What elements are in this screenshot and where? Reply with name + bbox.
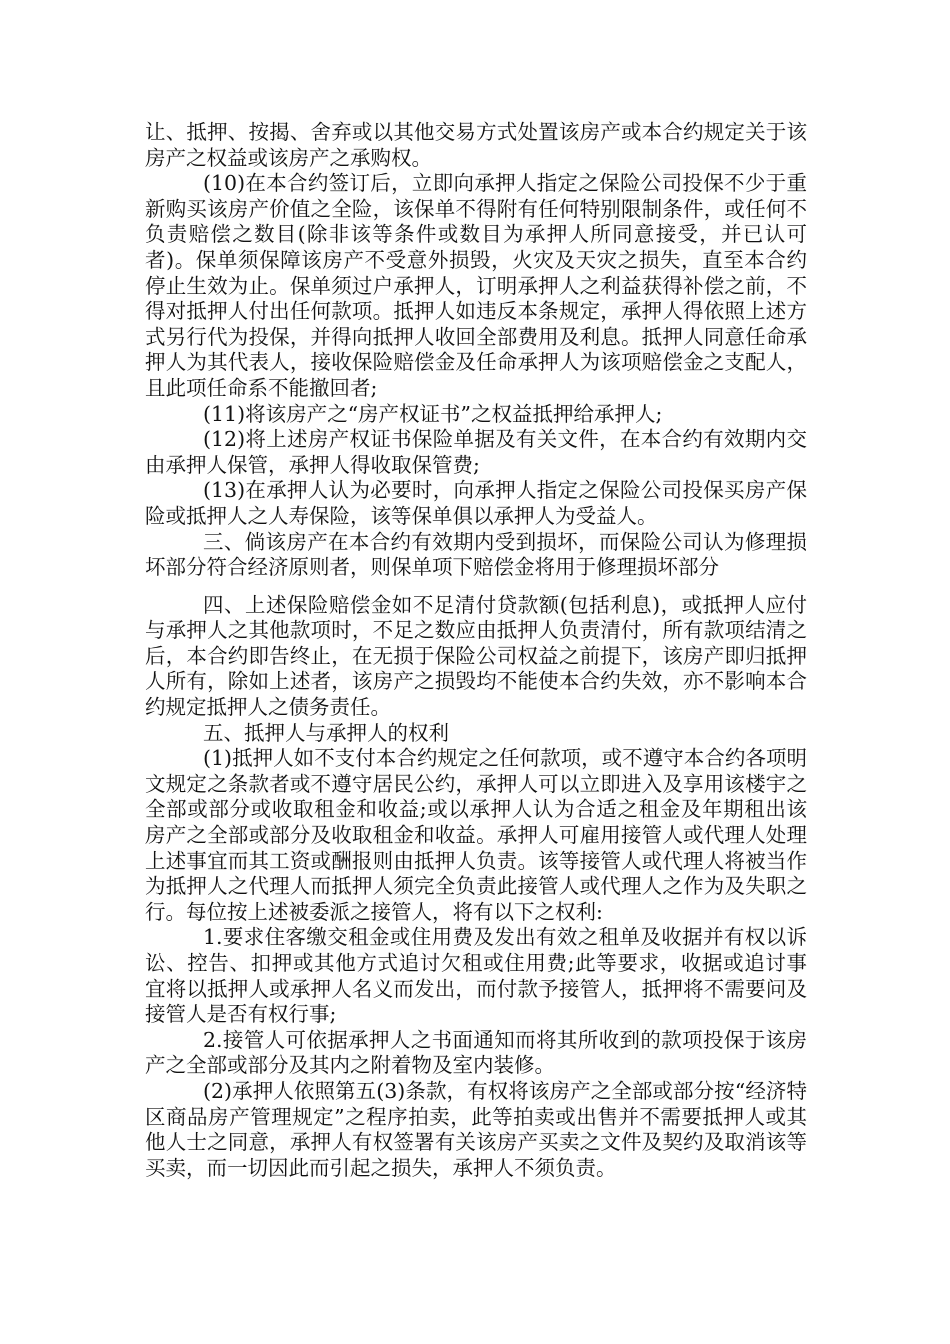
paragraph-section-4: 四、上述保险赔偿金如不足清付贷款额(包括利息)，或抵押人应付与承押人之其他款项时，不足之数应由抵押人负责清付，所有款项结清之后，本合约即告终止，在无损于保险公司权益之前提下，该房产即归抵押人所有，除如上述者，该房产之损毁均不能使本合约失效，亦不影响本合约规定抵押人之债务责任。 bbox=[145, 592, 807, 720]
paragraph-clause-13: (13)在承押人认为必要时，向承押人指定之保险公司投保买房产保险或抵押人之人寿保险，该等保单俱以承押人为受益人。 bbox=[145, 478, 807, 528]
section-5-heading: 五、抵押人与承押人的权利 bbox=[203, 720, 449, 745]
paragraph-clause-11: (11)将该房产之“房产权证书”之权益抵押给承押人; bbox=[203, 401, 663, 426]
paragraph-section-5-item-2: (2)承押人依照第五(3)条款，有权将该房产之全部或部分按“经济特区商品房产管理规定”之程序拍卖，此等拍卖或出售并不需要抵押人或其他人士之同意，承押人有权签署有关该房产买卖之文件及契约及取消该等买卖，而一切因此而引起之损失，承押人不须负责。 bbox=[145, 1078, 807, 1180]
paragraph-clause-12: (12)将上述房产权证书保险单据及有关文件，在本合约有效期内交由承押人保管，承押人得收取保管费; bbox=[145, 427, 807, 477]
paragraph-section-5-item-1: (1)抵押人如不支付本合约规定之任何款项，或不遵守本合约各项明文规定之条款者或不遵守居民公约，承押人可以立即进入及享用该楼宇之全部或部分或收取租金和收益;或以承押人认为合适之租金及年期租出该房产之全部或部分及收取租金和收益。承押人可雇用接管人或代理人处理上述事宜而其工资或酬报则由抵押人负责。该等接管人或代理人将被当作为抵押人之代理人而抵押人须完全负责此接管人或代理人之作为及失职之行。每位按上述被委派之接管人，将有以下之权利: bbox=[145, 746, 807, 924]
paragraph-section-3: 三、倘该房产在本合约有效期内受到损坏，而保险公司认为修理损坏部分符合经济原则者，则保单项下赔偿金将用于修理损坏部分 bbox=[145, 529, 807, 580]
document-page bbox=[145, 120, 807, 1181]
paragraph-gap bbox=[145, 581, 807, 593]
paragraph-subitem-1: 1.要求住客缴交租金或住用费及发出有效之租单及收据并有权以诉讼、控告、扣押或其他方式追讨欠租或住用费;此等要求，收据或追讨事宜将以抵押人或承押人名义而发出，而付款予接管人，抵押将不需要问及接管人是否有权行事; bbox=[145, 925, 807, 1027]
paragraph-1: 让、抵押、按揭、舍弃或以其他交易方式处置该房产或本合约规定关于该房产之权益或该房产之承购权。 bbox=[145, 120, 807, 170]
paragraph-clause-10: (10)在本合约签订后，立即向承押人指定之保险公司投保不少于重新购买该房产价值之全险，该保单不得附有任何特别限制条件，或任何不负责赔偿之数目(除非该等条件或数目为承押人所同意接受，并已认可者)。保单须保障该房产不受意外损毁，火灾及天灾之损失，直至本合约停止生效为止。保单须过户承押人，订明承押人之利益获得补偿之前，不得对抵押人付出任何款项。抵押人如违反本条规定，承押人得依照上述方式另行代为投保，并得向抵押人收回全部费用及利息。抵押人同意任命承押人为其代表人，接收保险赔偿金及任命承押人为该项赔偿金之支配人，且此项任命系不能撤回者; bbox=[145, 171, 807, 400]
paragraph-subitem-2: 2.接管人可依据承押人之书面通知而将其所收到的款项投保于该房产之全部或部分及其内之附着物及室内装修。 bbox=[145, 1027, 807, 1078]
